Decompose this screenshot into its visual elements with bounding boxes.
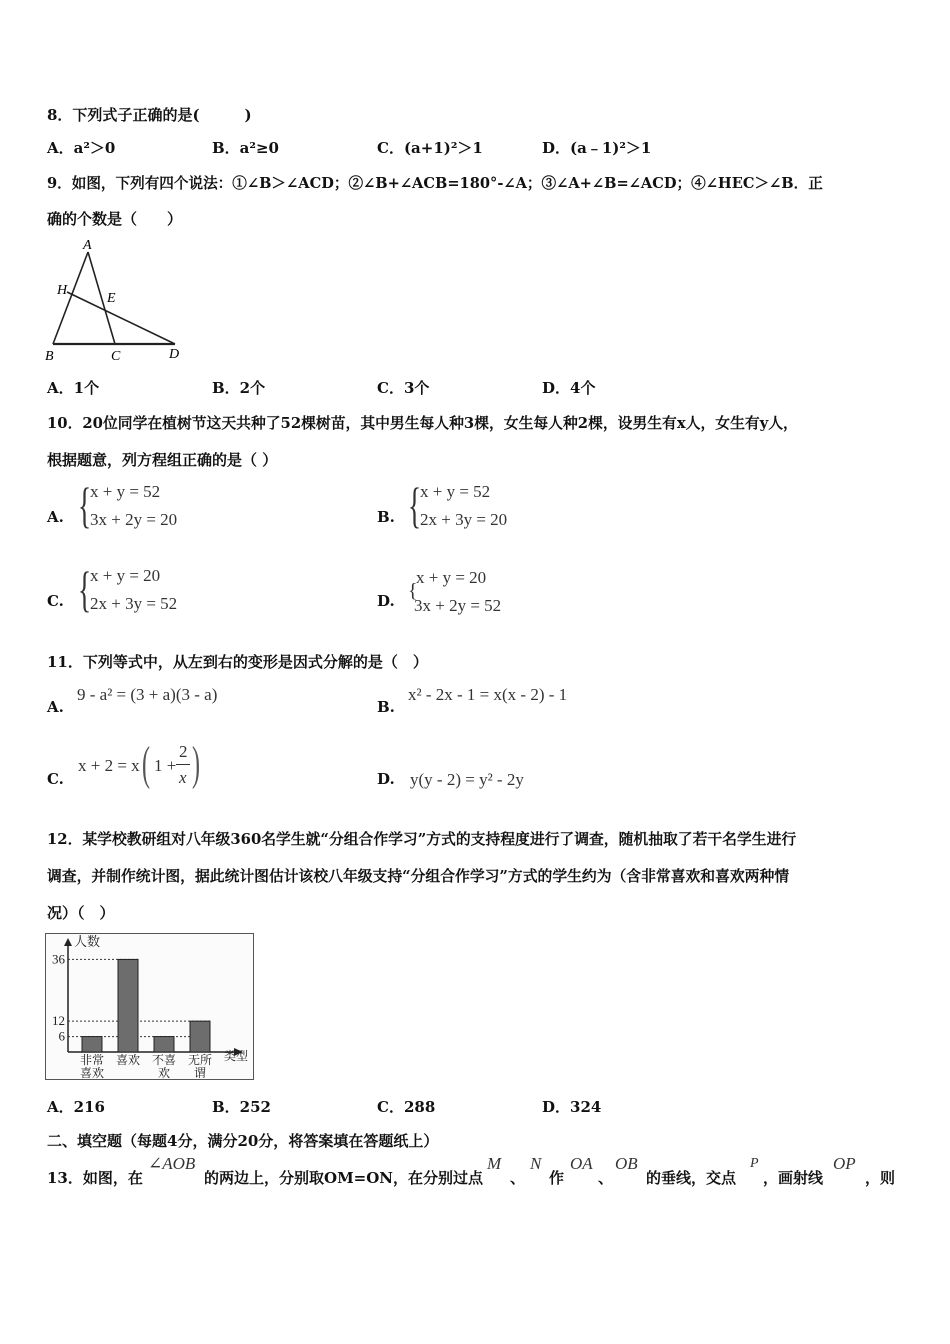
q13-m: M xyxy=(487,1154,502,1173)
q13-op: OP xyxy=(833,1154,856,1173)
q9-stem-line1: 9．如图，下列有四个说法：①∠B＞∠ACD；②∠B+∠ACB=180°-∠A；③∠A+∠B=∠ACD；④∠HEC＞∠B．正 xyxy=(47,175,823,192)
label-a: A xyxy=(83,240,92,253)
q10-system-b xyxy=(408,477,548,536)
bar xyxy=(190,1021,210,1052)
y-tick-label: 6 xyxy=(58,1028,65,1044)
y-axis-arrow-icon xyxy=(64,938,72,946)
label-e: E xyxy=(107,291,116,306)
q10-system-c-eq2: 2x + 3y = 52 xyxy=(90,594,178,613)
q8-option-b: B．a²≥0 xyxy=(212,139,279,157)
q10-system-a-eq2: 3x + 2y = 20 xyxy=(90,510,178,529)
q10-system-d-eq1: x + y = 20 xyxy=(416,568,487,587)
bar xyxy=(82,1037,102,1052)
q13-part1: 13．如图，在 xyxy=(47,1169,143,1187)
q11-label-a: A. xyxy=(47,698,64,716)
q11-label-c: C. xyxy=(47,770,64,788)
label-b: B xyxy=(45,349,54,364)
q8-option-a: A．a²＞0 xyxy=(47,139,116,157)
q10-system-b-eq1: x + y = 52 xyxy=(420,482,491,501)
q13-part6: ，则 xyxy=(865,1169,896,1187)
brace-icon: { xyxy=(408,477,422,533)
q13-angle: ∠AOB xyxy=(148,1154,196,1173)
q10-label-c: C. xyxy=(47,592,64,610)
q13-oa: OA xyxy=(570,1154,593,1173)
q10-system-d xyxy=(408,566,548,622)
q8-stem: 8．下列式子正确的是( ) xyxy=(47,106,252,124)
q13-ob: OB xyxy=(615,1154,638,1173)
q13-p: P xyxy=(750,1156,759,1171)
category-label: 喜欢 xyxy=(115,1053,141,1067)
q11-expr-c-one: 1 + xyxy=(154,756,177,775)
q9-option-a: A．1个 xyxy=(47,379,100,397)
q10-label-d: D. xyxy=(377,592,395,610)
q10-label-a: A. xyxy=(47,508,64,526)
q11-expr-c-left: x + 2 = x xyxy=(78,756,140,775)
q13-part5: ，画射线 xyxy=(763,1169,824,1187)
bar xyxy=(154,1037,174,1052)
q11-label-d: D. xyxy=(377,770,395,788)
left-paren-icon: ( xyxy=(142,737,150,790)
q9-stem-line2: 确的个数是（ ） xyxy=(47,210,183,228)
brace-icon: { xyxy=(78,477,92,533)
triangle-figure xyxy=(45,240,185,365)
category-label: 无所 xyxy=(187,1053,213,1067)
q10-system-c-eq1: x + y = 20 xyxy=(90,566,161,585)
q10-system-a-eq1: x + y = 52 xyxy=(90,482,161,501)
q11-expr-c-den: x xyxy=(179,768,187,787)
label-d: D xyxy=(169,347,180,362)
q12-stem-line1: 12．某学校教研组对八年级360名学生就“分组合作学习”方式的支持程度进行了调查，随机抽取了若干名学生进行 xyxy=(47,831,797,848)
q10-label-b: B. xyxy=(377,508,395,526)
x-axis-label: 类型 xyxy=(224,1049,249,1063)
q11-label-b: B. xyxy=(377,698,395,716)
q8-option-c: C．(a+1)²＞1 xyxy=(377,139,483,157)
bar-chart xyxy=(45,933,254,1080)
right-paren-icon: ) xyxy=(192,737,200,790)
q13-part3: 作 xyxy=(549,1169,565,1187)
q10-system-b-eq2: 2x + 3y = 20 xyxy=(420,510,508,529)
q10-system-a xyxy=(78,477,218,536)
q10-system-c xyxy=(78,561,218,620)
bar-chart-svg xyxy=(46,934,253,1079)
category-label: 不喜 xyxy=(151,1053,177,1067)
y-tick-label: 36 xyxy=(52,951,65,967)
q13-part4: 的垂线，交点 xyxy=(646,1169,737,1187)
category-label: 谓 xyxy=(193,1066,207,1079)
q11-expr-b: x² - 2x - 1 = x(x - 2) - 1 xyxy=(408,685,568,704)
q11-expr-a: 9 - a² = (3 + a)(3 - a) xyxy=(77,685,218,704)
q13-n: N xyxy=(530,1154,542,1173)
q9-option-c: C．3个 xyxy=(377,379,430,397)
brace-icon: { xyxy=(78,561,92,617)
q12-option-d: D．324 xyxy=(542,1098,602,1116)
q13-sep2: 、 xyxy=(598,1169,614,1187)
small-brace-icon: { xyxy=(408,580,418,602)
q11-expr-c-num: 2 xyxy=(179,742,188,761)
q12-stem-line2: 调查，并制作统计图，据此统计图估计该校八年级支持“分组合作学习”方式的学生约为（含非常喜欢和喜欢两种情 xyxy=(47,868,790,885)
q8-option-d: D．(a﹣1)²＞1 xyxy=(542,139,652,157)
q10-stem-line1: 10．20位同学在植树节这天共种了52棵树苗，其中男生每人种3棵，女生每人种2棵，设男生有x人，女生有y人， xyxy=(47,415,798,432)
q10-stem-line2: 根据题意，列方程组正确的是（ ） xyxy=(47,451,278,469)
q9-option-d: D．4个 xyxy=(542,379,596,397)
fraction-bar xyxy=(176,764,190,765)
label-c: C xyxy=(111,349,121,364)
category-label: 欢 xyxy=(157,1066,171,1079)
q11-expr-c xyxy=(78,737,218,792)
q13-sep1: 、 xyxy=(510,1169,526,1187)
q12-option-a: A．216 xyxy=(47,1098,105,1116)
y-axis-label: 人数 xyxy=(74,935,101,950)
y-tick-label: 12 xyxy=(52,1013,65,1029)
q13-part2: 的两边上，分别取OM=ON，在分别过点 xyxy=(204,1169,484,1187)
q12-stem-line3: 况）（ ） xyxy=(47,904,115,922)
section2-title: 二、填空题（每题4分，满分20分，将答案填在答题纸上） xyxy=(47,1132,439,1150)
label-h: H xyxy=(57,283,68,298)
category-label: 喜欢 xyxy=(79,1066,105,1079)
q12-option-c: C．288 xyxy=(377,1098,436,1116)
q11-expr-d: y(y - 2) = y² - 2y xyxy=(410,770,524,789)
q9-option-b: B．2个 xyxy=(212,379,266,397)
q10-system-d-eq2: 3x + 2y = 52 xyxy=(414,596,502,615)
category-label: 非常 xyxy=(79,1053,105,1067)
bar xyxy=(118,959,138,1052)
q12-option-b: B．252 xyxy=(212,1098,271,1116)
q11-stem: 11．下列等式中，从左到右的变形是因式分解的是（ ） xyxy=(47,653,428,671)
